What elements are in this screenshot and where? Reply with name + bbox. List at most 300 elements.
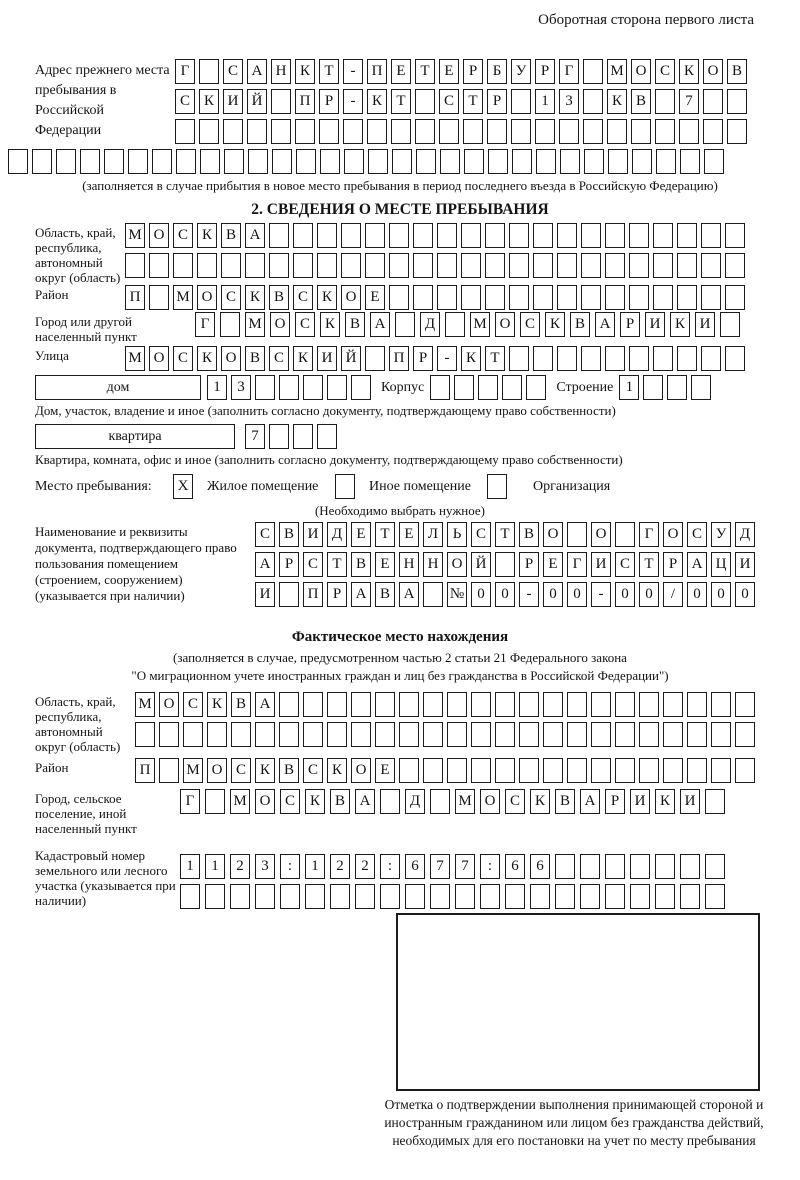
char-cell[interactable] — [389, 223, 409, 248]
char-cell[interactable] — [478, 375, 498, 400]
char-cell[interactable] — [205, 884, 225, 909]
char-cell[interactable] — [320, 149, 340, 174]
char-cell[interactable] — [80, 149, 100, 174]
char-cell[interactable] — [395, 312, 415, 337]
char-cell[interactable] — [591, 722, 611, 747]
char-cell[interactable] — [367, 119, 387, 144]
char-cell[interactable]: В — [221, 223, 241, 248]
char-cell[interactable] — [495, 552, 515, 577]
char-cell[interactable] — [293, 424, 313, 449]
char-cell[interactable] — [557, 223, 577, 248]
char-cell[interactable]: П — [295, 89, 315, 114]
char-cell[interactable] — [471, 758, 491, 783]
char-cell[interactable] — [680, 884, 700, 909]
char-cell[interactable]: Е — [391, 59, 411, 84]
char-cell[interactable] — [279, 722, 299, 747]
char-cell[interactable]: П — [135, 758, 155, 783]
char-cell[interactable]: В — [727, 59, 747, 84]
char-cell[interactable]: К — [199, 89, 219, 114]
char-cell[interactable] — [656, 149, 676, 174]
char-cell[interactable]: 0 — [735, 582, 755, 607]
char-cell[interactable]: Т — [495, 522, 515, 547]
char-cell[interactable]: Е — [351, 522, 371, 547]
char-cell[interactable]: Д — [420, 312, 440, 337]
char-cell[interactable] — [505, 884, 525, 909]
char-cell[interactable]: А — [580, 789, 600, 814]
char-cell[interactable] — [248, 149, 268, 174]
char-cell[interactable] — [303, 375, 323, 400]
char-cell[interactable]: А — [399, 582, 419, 607]
char-cell[interactable]: С — [505, 789, 525, 814]
char-cell[interactable] — [423, 722, 443, 747]
char-cell[interactable] — [519, 722, 539, 747]
char-cell[interactable] — [487, 119, 507, 144]
char-cell[interactable]: Т — [485, 346, 505, 371]
char-cell[interactable] — [447, 692, 467, 717]
char-cell[interactable]: К — [317, 285, 337, 310]
char-cell[interactable]: М — [125, 223, 145, 248]
char-cell[interactable]: 1 — [180, 854, 200, 879]
char-cell[interactable]: 0 — [711, 582, 731, 607]
char-cell[interactable]: С — [303, 552, 323, 577]
char-cell[interactable] — [279, 692, 299, 717]
char-cell[interactable] — [440, 149, 460, 174]
char-cell[interactable]: К — [607, 89, 627, 114]
char-cell[interactable] — [255, 375, 275, 400]
char-cell[interactable]: И — [680, 789, 700, 814]
char-cell[interactable]: Р — [605, 789, 625, 814]
char-cell[interactable] — [725, 285, 745, 310]
char-cell[interactable]: О — [703, 59, 723, 84]
char-cell[interactable]: К — [197, 346, 217, 371]
char-cell[interactable]: М — [245, 312, 265, 337]
char-cell[interactable] — [471, 692, 491, 717]
char-cell[interactable]: Т — [319, 59, 339, 84]
char-cell[interactable]: К — [545, 312, 565, 337]
char-cell[interactable]: Т — [639, 552, 659, 577]
char-cell[interactable] — [293, 223, 313, 248]
char-cell[interactable] — [705, 789, 725, 814]
char-cell[interactable] — [567, 692, 587, 717]
char-cell[interactable]: Г — [195, 312, 215, 337]
char-cell[interactable]: П — [303, 582, 323, 607]
char-cell[interactable]: И — [255, 582, 275, 607]
char-cell[interactable] — [735, 692, 755, 717]
char-cell[interactable] — [135, 722, 155, 747]
char-cell[interactable]: - — [437, 346, 457, 371]
char-cell[interactable] — [327, 722, 347, 747]
char-cell[interactable]: Г — [175, 59, 195, 84]
char-cell[interactable] — [405, 884, 425, 909]
char-cell[interactable] — [519, 692, 539, 717]
char-cell[interactable] — [711, 758, 731, 783]
char-cell[interactable]: Т — [327, 552, 347, 577]
char-cell[interactable]: С — [295, 312, 315, 337]
char-cell[interactable]: В — [269, 285, 289, 310]
char-cell[interactable] — [701, 223, 721, 248]
char-cell[interactable] — [630, 884, 650, 909]
char-cell[interactable] — [519, 758, 539, 783]
char-cell[interactable]: О — [631, 59, 651, 84]
char-cell[interactable] — [56, 149, 76, 174]
char-cell[interactable]: 6 — [405, 854, 425, 879]
char-cell[interactable] — [653, 253, 673, 278]
char-cell[interactable] — [555, 884, 575, 909]
char-cell[interactable]: И — [630, 789, 650, 814]
char-cell[interactable] — [32, 149, 52, 174]
char-cell[interactable] — [557, 346, 577, 371]
char-cell[interactable]: М — [183, 758, 203, 783]
char-cell[interactable]: 6 — [505, 854, 525, 879]
char-cell[interactable] — [605, 223, 625, 248]
char-cell[interactable] — [423, 582, 443, 607]
char-cell[interactable]: О — [197, 285, 217, 310]
char-cell[interactable] — [629, 253, 649, 278]
char-cell[interactable]: М — [125, 346, 145, 371]
char-cell[interactable] — [255, 884, 275, 909]
char-cell[interactable] — [581, 253, 601, 278]
char-cell[interactable] — [509, 253, 529, 278]
char-cell[interactable]: Т — [415, 59, 435, 84]
char-cell[interactable] — [413, 223, 433, 248]
char-cell[interactable]: О — [543, 522, 563, 547]
char-cell[interactable] — [687, 758, 707, 783]
char-cell[interactable]: Н — [423, 552, 443, 577]
char-cell[interactable]: В — [519, 522, 539, 547]
char-cell[interactable] — [535, 119, 555, 144]
char-cell[interactable] — [639, 758, 659, 783]
char-cell[interactable]: К — [320, 312, 340, 337]
char-cell[interactable]: Д — [327, 522, 347, 547]
char-cell[interactable]: С — [520, 312, 540, 337]
char-cell[interactable]: Б — [487, 59, 507, 84]
char-cell[interactable]: 0 — [567, 582, 587, 607]
char-cell[interactable] — [413, 253, 433, 278]
char-cell[interactable]: О — [341, 285, 361, 310]
char-cell[interactable]: Л — [423, 522, 443, 547]
char-cell[interactable] — [224, 149, 244, 174]
char-cell[interactable] — [327, 375, 347, 400]
char-cell[interactable] — [447, 758, 467, 783]
char-cell[interactable]: К — [655, 789, 675, 814]
char-cell[interactable] — [197, 253, 217, 278]
char-cell[interactable]: Р — [620, 312, 640, 337]
char-cell[interactable]: О — [480, 789, 500, 814]
char-cell[interactable] — [701, 346, 721, 371]
char-cell[interactable]: Р — [535, 59, 555, 84]
char-cell[interactable]: 7 — [679, 89, 699, 114]
char-cell[interactable] — [416, 149, 436, 174]
char-cell[interactable] — [8, 149, 28, 174]
char-cell[interactable]: 3 — [255, 854, 275, 879]
char-cell[interactable] — [341, 223, 361, 248]
char-cell[interactable]: Е — [375, 758, 395, 783]
char-cell[interactable] — [344, 149, 364, 174]
char-cell[interactable] — [629, 346, 649, 371]
char-cell[interactable] — [399, 722, 419, 747]
char-cell[interactable]: О — [149, 346, 169, 371]
char-cell[interactable] — [231, 722, 251, 747]
char-cell[interactable]: Т — [463, 89, 483, 114]
char-cell[interactable] — [583, 89, 603, 114]
char-cell[interactable] — [583, 59, 603, 84]
char-cell[interactable] — [351, 692, 371, 717]
char-cell[interactable] — [526, 375, 546, 400]
char-cell[interactable]: М — [607, 59, 627, 84]
char-cell[interactable] — [583, 119, 603, 144]
char-cell[interactable]: Е — [399, 522, 419, 547]
char-cell[interactable] — [533, 285, 553, 310]
char-cell[interactable] — [423, 692, 443, 717]
char-cell[interactable]: У — [511, 59, 531, 84]
char-cell[interactable] — [461, 285, 481, 310]
char-cell[interactable]: 1 — [535, 89, 555, 114]
char-cell[interactable] — [543, 722, 563, 747]
char-cell[interactable] — [559, 119, 579, 144]
char-cell[interactable]: 1 — [305, 854, 325, 879]
char-cell[interactable]: 2 — [230, 854, 250, 879]
char-cell[interactable] — [272, 149, 292, 174]
char-cell[interactable]: В — [245, 346, 265, 371]
char-cell[interactable]: 3 — [231, 375, 251, 400]
char-cell[interactable] — [580, 854, 600, 879]
char-cell[interactable]: 0 — [543, 582, 563, 607]
char-cell[interactable] — [495, 692, 515, 717]
char-cell[interactable]: К — [530, 789, 550, 814]
char-cell[interactable] — [365, 253, 385, 278]
char-cell[interactable]: М — [455, 789, 475, 814]
char-cell[interactable] — [543, 692, 563, 717]
char-cell[interactable]: Е — [543, 552, 563, 577]
char-cell[interactable]: К — [305, 789, 325, 814]
char-cell[interactable]: С — [231, 758, 251, 783]
char-cell[interactable] — [351, 722, 371, 747]
residential-checkbox[interactable]: X — [173, 474, 193, 499]
char-cell[interactable] — [295, 119, 315, 144]
char-cell[interactable] — [679, 119, 699, 144]
char-cell[interactable]: И — [223, 89, 243, 114]
char-cell[interactable]: А — [351, 582, 371, 607]
char-cell[interactable]: К — [245, 285, 265, 310]
char-cell[interactable]: О — [351, 758, 371, 783]
char-cell[interactable] — [567, 722, 587, 747]
char-cell[interactable] — [605, 854, 625, 879]
char-cell[interactable]: Е — [365, 285, 385, 310]
char-cell[interactable] — [615, 758, 635, 783]
char-cell[interactable] — [711, 722, 731, 747]
char-cell[interactable]: Д — [405, 789, 425, 814]
organization-checkbox[interactable] — [487, 474, 507, 499]
char-cell[interactable]: 0 — [687, 582, 707, 607]
char-cell[interactable]: С — [293, 285, 313, 310]
char-cell[interactable]: С — [269, 346, 289, 371]
char-cell[interactable]: А — [255, 552, 275, 577]
char-cell[interactable] — [509, 223, 529, 248]
char-cell[interactable] — [317, 424, 337, 449]
char-cell[interactable] — [317, 253, 337, 278]
char-cell[interactable] — [703, 89, 723, 114]
char-cell[interactable] — [591, 758, 611, 783]
char-cell[interactable]: С — [655, 59, 675, 84]
char-cell[interactable] — [413, 285, 433, 310]
char-cell[interactable] — [180, 884, 200, 909]
char-cell[interactable] — [207, 722, 227, 747]
char-cell[interactable]: Г — [180, 789, 200, 814]
char-cell[interactable]: Т — [391, 89, 411, 114]
char-cell[interactable] — [223, 119, 243, 144]
char-cell[interactable]: 1 — [619, 375, 639, 400]
char-cell[interactable]: Г — [567, 552, 587, 577]
char-cell[interactable]: Н — [399, 552, 419, 577]
char-cell[interactable] — [639, 692, 659, 717]
char-cell[interactable]: И — [735, 552, 755, 577]
char-cell[interactable]: В — [375, 582, 395, 607]
char-cell[interactable]: Е — [375, 552, 395, 577]
char-cell[interactable] — [727, 119, 747, 144]
char-cell[interactable] — [389, 253, 409, 278]
char-cell[interactable]: К — [327, 758, 347, 783]
char-cell[interactable] — [389, 285, 409, 310]
char-cell[interactable]: М — [230, 789, 250, 814]
char-cell[interactable] — [293, 253, 313, 278]
char-cell[interactable] — [269, 424, 289, 449]
char-cell[interactable]: С — [223, 59, 243, 84]
char-cell[interactable] — [430, 789, 450, 814]
char-cell[interactable] — [495, 758, 515, 783]
char-cell[interactable] — [655, 89, 675, 114]
char-cell[interactable] — [199, 119, 219, 144]
char-cell[interactable] — [632, 149, 652, 174]
char-cell[interactable] — [560, 149, 580, 174]
char-cell[interactable]: К — [670, 312, 690, 337]
char-cell[interactable] — [399, 758, 419, 783]
char-cell[interactable] — [485, 253, 505, 278]
house-type-box[interactable]: дом — [35, 375, 201, 400]
char-cell[interactable]: С — [221, 285, 241, 310]
char-cell[interactable] — [205, 789, 225, 814]
char-cell[interactable] — [655, 854, 675, 879]
char-cell[interactable]: П — [367, 59, 387, 84]
char-cell[interactable] — [581, 346, 601, 371]
char-cell[interactable] — [533, 253, 553, 278]
char-cell[interactable] — [269, 223, 289, 248]
char-cell[interactable] — [725, 253, 745, 278]
char-cell[interactable] — [368, 149, 388, 174]
char-cell[interactable] — [375, 692, 395, 717]
char-cell[interactable] — [615, 692, 635, 717]
char-cell[interactable]: 7 — [430, 854, 450, 879]
apartment-type-box[interactable]: квартира — [35, 424, 235, 449]
char-cell[interactable]: Й — [471, 552, 491, 577]
char-cell[interactable]: Р — [487, 89, 507, 114]
char-cell[interactable]: А — [595, 312, 615, 337]
char-cell[interactable] — [415, 119, 435, 144]
char-cell[interactable] — [511, 89, 531, 114]
char-cell[interactable]: И — [317, 346, 337, 371]
char-cell[interactable] — [447, 722, 467, 747]
char-cell[interactable] — [271, 89, 291, 114]
char-cell[interactable] — [471, 722, 491, 747]
char-cell[interactable] — [343, 119, 363, 144]
char-cell[interactable] — [701, 285, 721, 310]
char-cell[interactable] — [175, 119, 195, 144]
char-cell[interactable]: Д — [735, 522, 755, 547]
char-cell[interactable]: В — [570, 312, 590, 337]
char-cell[interactable] — [365, 223, 385, 248]
char-cell[interactable]: 0 — [495, 582, 515, 607]
char-cell[interactable]: Р — [327, 582, 347, 607]
char-cell[interactable]: О — [591, 522, 611, 547]
char-cell[interactable] — [327, 692, 347, 717]
char-cell[interactable] — [149, 253, 169, 278]
char-cell[interactable] — [512, 149, 532, 174]
char-cell[interactable]: О — [447, 552, 467, 577]
char-cell[interactable]: Р — [463, 59, 483, 84]
char-cell[interactable]: 3 — [559, 89, 579, 114]
char-cell[interactable] — [580, 884, 600, 909]
char-cell[interactable] — [125, 253, 145, 278]
char-cell[interactable]: С — [175, 89, 195, 114]
char-cell[interactable] — [557, 285, 577, 310]
char-cell[interactable]: И — [303, 522, 323, 547]
char-cell[interactable]: О — [495, 312, 515, 337]
char-cell[interactable] — [199, 59, 219, 84]
char-cell[interactable] — [430, 884, 450, 909]
char-cell[interactable] — [255, 722, 275, 747]
char-cell[interactable] — [455, 884, 475, 909]
char-cell[interactable] — [680, 149, 700, 174]
char-cell[interactable] — [511, 119, 531, 144]
char-cell[interactable]: О — [149, 223, 169, 248]
char-cell[interactable]: С — [280, 789, 300, 814]
char-cell[interactable]: В — [279, 522, 299, 547]
char-cell[interactable]: С — [183, 692, 203, 717]
char-cell[interactable] — [663, 692, 683, 717]
char-cell[interactable]: В — [345, 312, 365, 337]
char-cell[interactable] — [536, 149, 556, 174]
char-cell[interactable] — [581, 285, 601, 310]
char-cell[interactable] — [245, 253, 265, 278]
char-cell[interactable] — [392, 149, 412, 174]
char-cell[interactable] — [725, 346, 745, 371]
char-cell[interactable] — [485, 285, 505, 310]
char-cell[interactable] — [269, 253, 289, 278]
char-cell[interactable]: С — [173, 223, 193, 248]
char-cell[interactable]: О — [159, 692, 179, 717]
char-cell[interactable]: О — [663, 522, 683, 547]
char-cell[interactable] — [680, 854, 700, 879]
char-cell[interactable] — [221, 253, 241, 278]
char-cell[interactable] — [533, 223, 553, 248]
char-cell[interactable]: С — [303, 758, 323, 783]
char-cell[interactable]: № — [447, 582, 467, 607]
char-cell[interactable]: Т — [375, 522, 395, 547]
char-cell[interactable] — [454, 375, 474, 400]
char-cell[interactable]: О — [221, 346, 241, 371]
char-cell[interactable]: О — [207, 758, 227, 783]
char-cell[interactable]: О — [270, 312, 290, 337]
char-cell[interactable] — [509, 285, 529, 310]
char-cell[interactable]: 7 — [245, 424, 265, 449]
char-cell[interactable] — [173, 253, 193, 278]
char-cell[interactable]: С — [471, 522, 491, 547]
char-cell[interactable] — [605, 346, 625, 371]
char-cell[interactable] — [705, 884, 725, 909]
char-cell[interactable]: Г — [559, 59, 579, 84]
char-cell[interactable] — [305, 884, 325, 909]
char-cell[interactable]: В — [631, 89, 651, 114]
char-cell[interactable] — [502, 375, 522, 400]
